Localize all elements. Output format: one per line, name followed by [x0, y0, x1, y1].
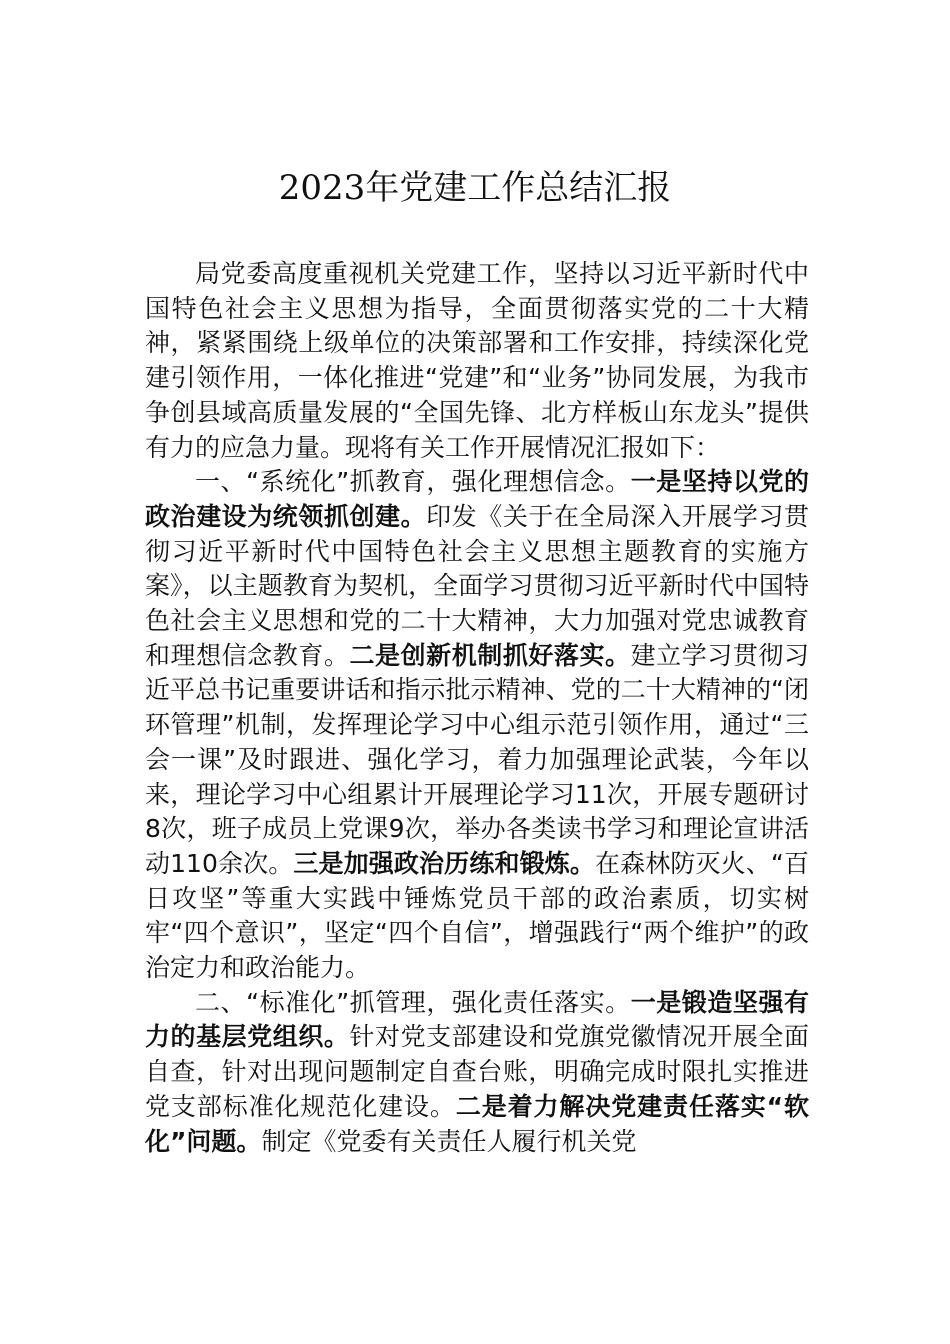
section-2-heading: 二、“标准化”抓管理，强化责任落实。 [195, 987, 631, 1017]
section-1-point-3-text: 在森林防灭火、“百日攻坚”等重大实践中锤炼党员干部的政治素质，切实树牢“四个意识”，坚定“四个自信”，增强践行“两个维护”的政治定力和政治能力。 [145, 848, 809, 983]
section-1-paragraph [145, 465, 809, 986]
section-2-point-1-lead: 一是锻造坚强有力的基层党组织。 [145, 987, 809, 1052]
section-2-point-1-text: 针对党支部建设和党旗党徽情况开展全面自查，针对出现问题制定自查台账，明确完成时限扎实推进党支部标准化规范化建设。 [145, 1022, 809, 1121]
document-body [145, 257, 809, 1159]
document-title: 2023年党建工作总结汇报 [278, 168, 672, 208]
section-1-point-2-text: 建立学习贯彻习近平总书记重要讲话和指示批示精神、党的二十大精神的“闭环管理”机制，发挥理论学习中心组示范引领作用，通过“三会一课”及时跟进、强化学习，着力加强理论武装，今年以来，理论学习中心组累计开展理论学习11次，开展专题研讨8次，班子成员上党课9次，举办各类读书学习和理论宣讲活动110余次。 [145, 640, 809, 878]
section-1-heading: 一、“系统化”抓教育，强化理想信念。 [195, 467, 631, 497]
section-1-point-2-lead: 二是创新机制抓好落实。 [349, 640, 631, 670]
section-1-point-1-text: 印发《关于在全局深入开展学习贯彻习近平新时代中国特色社会主义思想主题教育的实施方案》，以主题教育为契机，全面学习贯彻习近平新时代中国特色社会主义思想和党的二十大精神，大力加强对党忠诚教育和理想信念教育。 [145, 501, 809, 670]
section-2-paragraph [145, 986, 809, 1160]
section-1-point-3-lead: 三是加强政治历练和锻炼。 [293, 848, 595, 878]
intro-paragraph: 局党委高度重视机关党建工作，坚持以习近平新时代中国特色社会主义思想为指导，全面贯彻落实党的二十大精神，紧紧围绕上级单位的决策部署和工作安排，持续深化党建引领作用，一体化推进“党建”和“业务”协同发展，为我市争创县域高质量发展的“全国先锋、北方样板山东龙头”提供有力的应急力量。现将有关工作开展情况汇报如下： [145, 259, 809, 462]
section-1-point-1-lead: 一是坚持以党的政治建设为统领抓创建。 [145, 467, 809, 531]
section-2-point-2-lead: 二是着力解决党建责任落实“软化”问题。 [145, 1091, 809, 1156]
section-2-point-2-text: 制定《党委有关责任人履行机关党 [261, 1126, 637, 1156]
